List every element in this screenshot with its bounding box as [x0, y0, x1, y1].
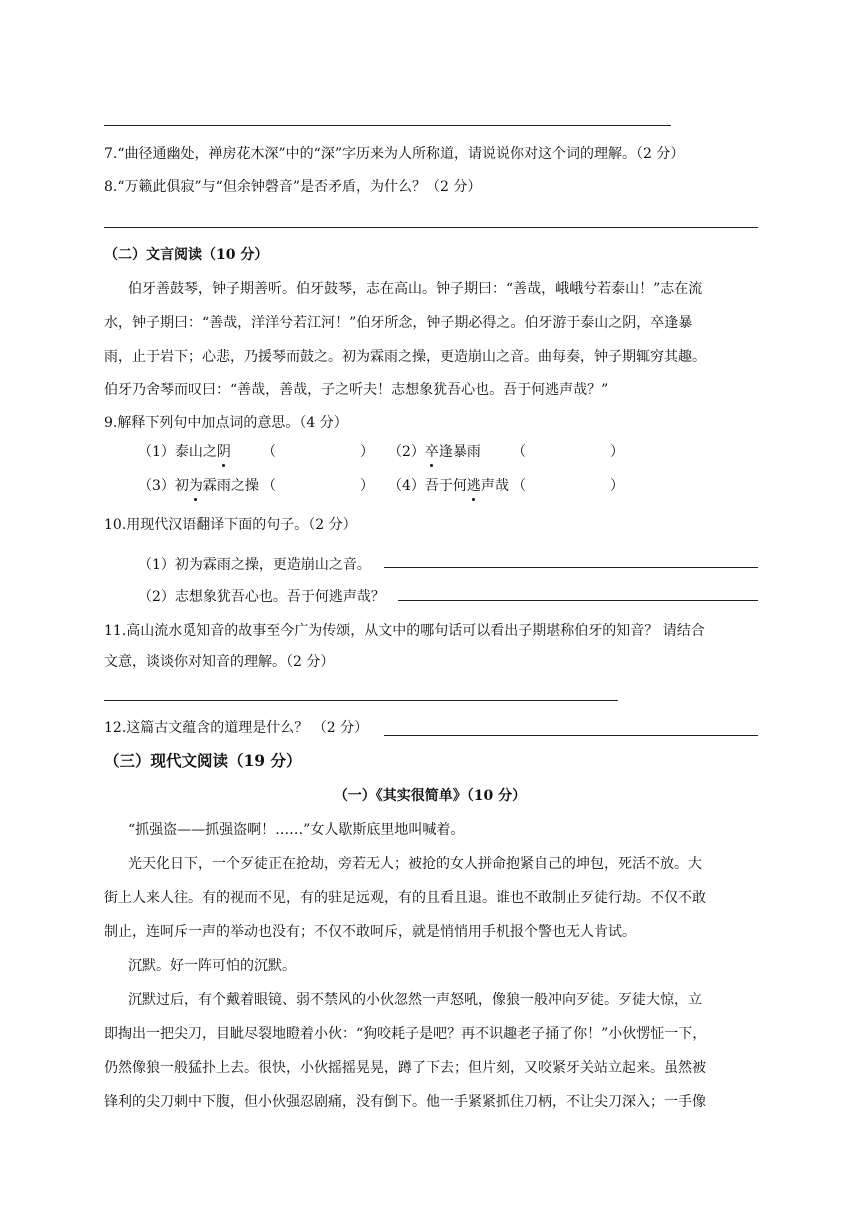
q10-sentence-2: （2）志想象犹吾心也。吾于何逃声哉？: [138, 589, 385, 605]
answer-line[interactable]: [384, 735, 758, 736]
answer-line: [104, 227, 758, 228]
q9-item-1: [138, 442, 231, 462]
passage-line: 伯牙乃舍琴而叹曰：“善哉，善哉，子之听夫！志想象犹吾心也。吾于何逃声哉？”: [104, 382, 609, 398]
question-11: 11.高山流水觅知音的故事至今广为传颂，从文中的哪句话可以看出子期堪称伯牙的知音？ 请结合: [104, 623, 705, 639]
dotted-word: 为: [188, 478, 203, 494]
dotted-word: 逃: [466, 478, 481, 494]
story-line: “抓强盗——抓强盗啊！……”女人歇斯底里地叫喊着。: [128, 822, 465, 838]
section-2-title: （二）文言阅读（10 分）: [104, 247, 269, 263]
q9-item-3-blank[interactable]: （ ）: [262, 478, 374, 494]
dotted-word: 阴: [216, 444, 231, 460]
question-12: 12.这篇古文蕴含的道理是什么？ （2 分）: [104, 720, 369, 736]
q9-item-3: [138, 476, 259, 496]
section-3-title: （三）现代文阅读（19 分）: [104, 751, 302, 770]
question-11-cont: 文意，谈谈你对知音的理解。（2 分）: [104, 654, 335, 670]
passage-line: 水，钟子期曰：“善哉，洋洋兮若江河！”伯牙所念，钟子期必得之。伯牙游于泰山之阴，卒逢暴: [104, 315, 693, 331]
q9-item-4: [388, 476, 509, 496]
q10-sentence-1: （1）初为霖雨之操，更造崩山之音。: [138, 557, 371, 573]
q9-item-4-blank[interactable]: （ ）: [512, 478, 624, 494]
article-title: （一）《其实很简单》（10 分）: [333, 788, 527, 804]
story-line: 制止，连呵斥一声的举动也没有；不仅不敢呵斥，就是悄悄用手机报个警也无人肯试。: [104, 924, 636, 940]
q9-item-text: （3）初: [138, 478, 189, 494]
q9-item-text: （4）吾于何: [388, 478, 467, 494]
q9-item-1-blank[interactable]: （ ）: [262, 444, 374, 460]
question-10: 10.用现代汉语翻译下面的句子。（2 分）: [104, 517, 357, 533]
story-line: 街上人来人往。有的视而不见，有的驻足远观，有的且看且退。谁也不敢制止歹徒行劫。不仅不敢: [104, 890, 706, 906]
answer-line[interactable]: [398, 600, 758, 601]
passage-line: 雨，止于岩下；心悲，乃援琴而鼓之。初为霖雨之操，更造崩山之音。曲每奏，钟子期辄穷其趣。: [104, 349, 706, 365]
q9-item-text: 霖雨之操: [202, 478, 259, 494]
answer-line[interactable]: [384, 567, 758, 568]
q9-item-2-blank[interactable]: （ ）: [512, 444, 624, 460]
question-8: 8.“万籁此俱寂”与“但余钟磬音”是否矛盾，为什么？（2 分）: [104, 179, 482, 195]
dotted-word: 卒: [424, 444, 439, 460]
story-line: 沉默。好一阵可怕的沉默。: [128, 958, 296, 974]
question-9: 9.解释下列句中加点词的意思。（4 分）: [104, 415, 348, 431]
question-7: 7.“曲径通幽处，禅房花木深”中的“深”字历来为人所称道，请说说你对这个词的理解。（2 分）: [104, 146, 685, 162]
q9-item-text: 声哉: [480, 478, 509, 494]
story-line: 仍然像狼一般猛扑上去。很快，小伙摇摇晃晃，蹲了下去；但片刻，又咬紧牙关站立起来。虽然被: [104, 1060, 706, 1076]
story-line: 沉默过后，有个戴着眼镜、弱不禁风的小伙忽然一声怒吼，像狼一般冲向歹徒。歹徒大惊，立: [128, 992, 702, 1008]
passage-line: 伯牙善鼓琴，钟子期善听。伯牙鼓琴，志在高山。钟子期曰：“善哉，峨峨兮若泰山！”志在流: [128, 281, 703, 297]
answer-line: [104, 125, 671, 126]
story-line: 即掏出一把尖刀，目眦尽裂地瞪着小伙：“狗咬耗子是吧？再不识趣老子捅了你！”小伙愣怔一下，: [104, 1026, 707, 1042]
q9-item-text: （2）: [388, 444, 425, 460]
q9-item-2: [388, 442, 481, 462]
q9-item-text: （1）泰山之: [138, 444, 217, 460]
q9-item-text: 逢暴雨: [438, 444, 481, 460]
answer-line[interactable]: [104, 700, 618, 701]
story-line: 光天化日下，一个歹徒正在抢劫，旁若无人；被抢的女人拼命抱紧自己的坤包，死活不放。大: [128, 856, 702, 872]
story-line: 锋利的尖刀刺中下腹，但小伙强忍剧痛，没有倒下。他一手紧紧抓住刀柄，不让尖刀深入；一手像: [104, 1094, 706, 1110]
